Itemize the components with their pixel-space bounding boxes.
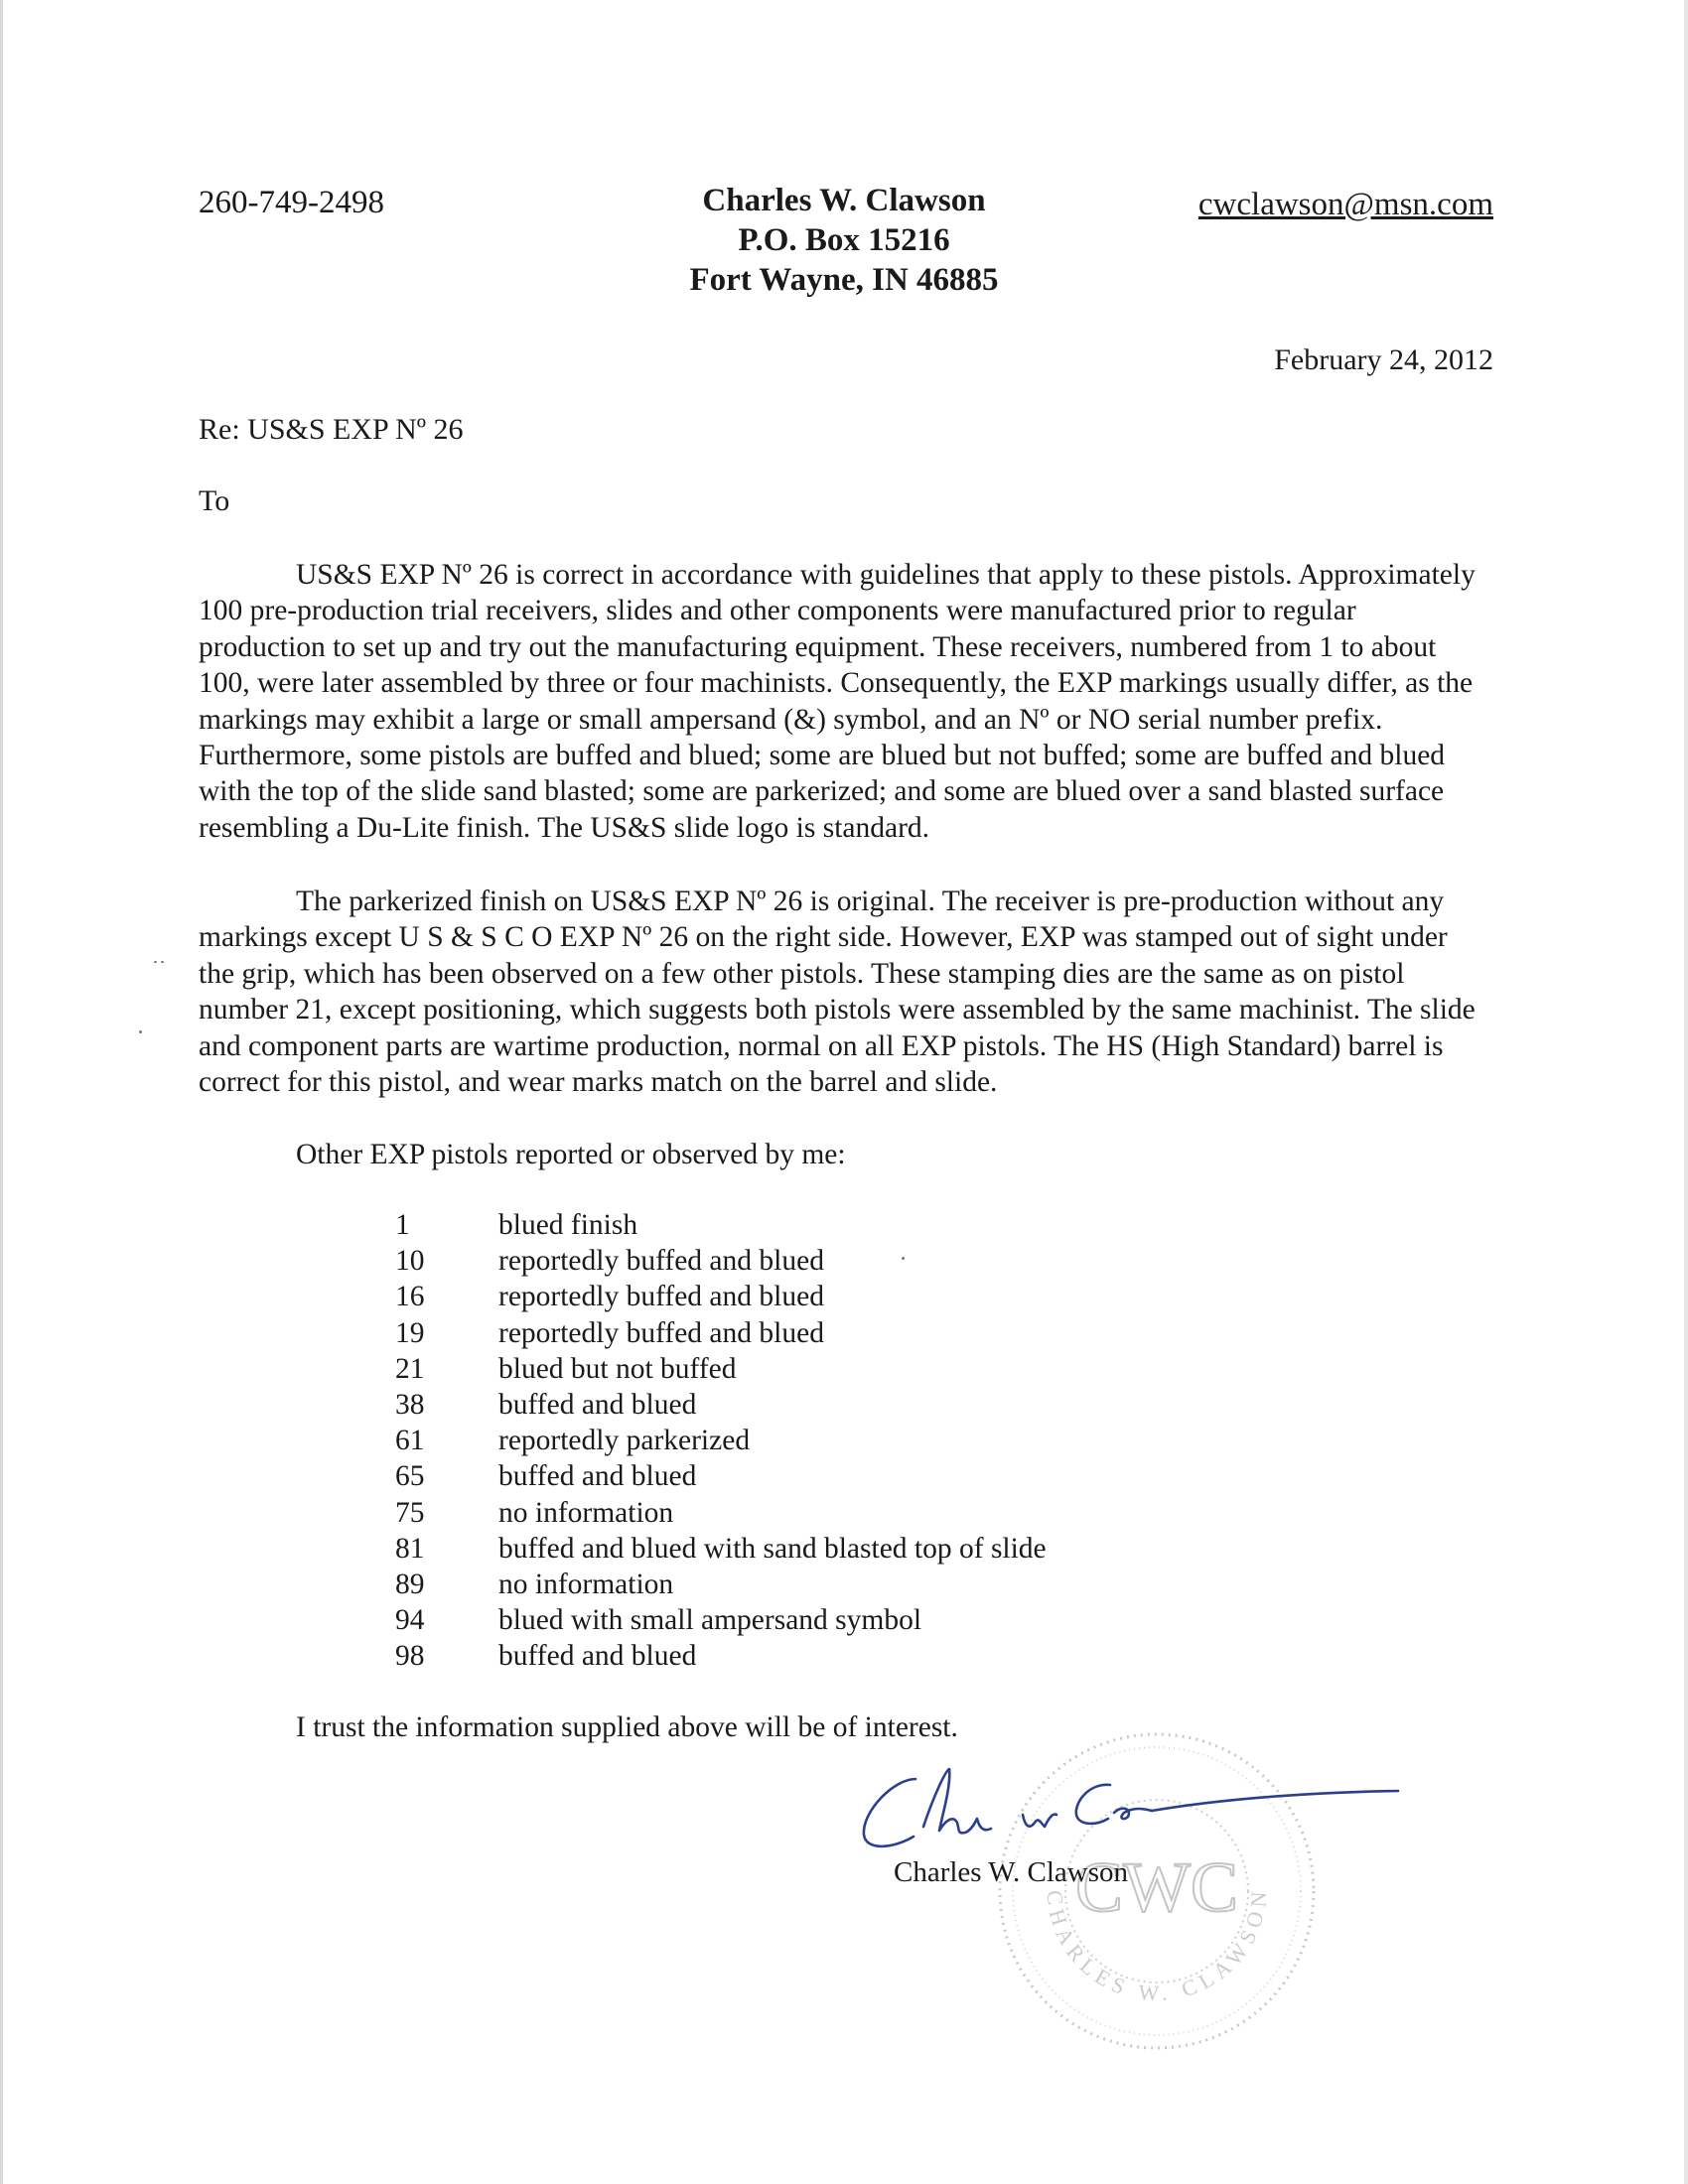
sender-po-box: P.O. Box 15216 [738,222,950,258]
pistol-number: 61 [395,1425,425,1457]
pistol-number: 19 [395,1316,425,1349]
pistol-description: buffed and blued with sand blasted top of slide [498,1532,1047,1565]
scan-speck [161,961,164,963]
closing-line: I trust the information supplied above will be of interest. [296,1711,958,1743]
pistol-description: blued with small ampersand symbol [498,1604,922,1637]
pistol-number: 38 [395,1388,425,1421]
pistol-list-item [395,1531,1047,1567]
pistol-number: 65 [395,1460,425,1493]
sender-name: Charles W. Clawson [702,183,986,218]
pistol-description: reportedly buffed and blued [498,1281,824,1313]
scan-speck [902,1257,905,1260]
pistol-list-item [395,1423,1047,1458]
pistol-number: 21 [395,1352,425,1385]
pistol-list-item [395,1567,1047,1602]
pistol-list-item [395,1207,1047,1243]
pistol-description: no information [498,1568,674,1600]
pistol-list-item [395,1387,1047,1423]
letterhead [0,177,1688,316]
pistol-description: reportedly buffed and blued [498,1316,824,1349]
pistol-description: buffed and blued [498,1388,697,1421]
pistol-number: 81 [395,1532,425,1565]
scan-edge-right [1684,0,1688,2184]
pistol-list-item [395,1279,1047,1314]
pistol-list-item [395,1495,1047,1531]
pistol-number: 1 [395,1209,410,1241]
signer-name: Charles W. Clawson [894,1856,1129,1888]
phone-number: 260-749-2498 [199,185,384,220]
list-intro: Other EXP pistols reported or observed by me: [296,1139,846,1170]
handwritten-signature [854,1757,1410,1866]
subject-line: Re: US&S EXP Nº 26 [199,413,464,446]
pistol-list-item [395,1638,1047,1674]
pistol-description: buffed and blued [498,1640,697,1673]
email-link[interactable]: cwclawson@msn.com [1197,187,1493,222]
body-paragraph-1: US&S EXP Nº 26 is correct in accordance with guidelines that apply to these pistols. Approximately 100 pre-production trial receivers, slides and other components were manufactured prior to regular production to set up and try out the manufacturing equipment. These receivers, numbered from 1 to about 100, were later assembled by three or four machinists. Consequently, the EXP markings usually differ, as the markings may exhibit a large or small ampersand (&) symbol, and an Nº or NO serial number prefix. Furthermore, some pistols are buffed and blued; some are blued but not buffed; some are buffed and blued with the top of the slide sand blasted; some are parkerized; and some are blued over a sand blasted surface resembling a Du-Lite finish. The US&S slide logo is standard. [199,559,1476,844]
pistol-list-item [395,1351,1047,1387]
body-paragraph-2: The parkerized finish on US&S EXP Nº 26 is original. The receiver is pre-production without any markings except U S & S C O EXP Nº 26 on the right side. However, EXP was stamped out of sight under the grip, which has been observed on a few other pistols. These stamping dies are the same as on pistol number 21, except positioning, which suggests both pistols were assembled by the same machinist. The slide and component parts are wartime production, normal on all EXP pistols. The HS (High Standard) barrel is correct for this pistol, and wear marks match on the barrel and slide. [199,886,1476,1099]
seal-ring-text: CHARLES W. CLAWSON [1042,1884,1272,2006]
seal-monogram: CWC [1074,1847,1239,1927]
salutation: To [199,484,230,517]
pistol-number: 16 [395,1281,425,1313]
pistol-list-item [395,1243,1047,1279]
pistol-number: 98 [395,1640,425,1673]
pistol-number: 94 [395,1604,425,1637]
pistol-list-item [395,1458,1047,1494]
scan-speck [154,961,157,963]
sender-city: Fort Wayne, IN 46885 [689,262,999,298]
pistol-number: 10 [395,1245,425,1278]
pistol-list [395,1207,1047,1674]
pistol-description: blued but not buffed [498,1352,737,1385]
pistol-description: reportedly buffed and blued [498,1245,824,1278]
pistol-list-item [395,1315,1047,1351]
pistol-list-item [395,1602,1047,1638]
letter-date: February 24, 2012 [1274,343,1493,376]
pistol-description: blued finish [498,1209,638,1241]
pistol-description: buffed and blued [498,1460,697,1493]
sender-address [596,181,1092,300]
scan-edge-left [0,0,3,2184]
scan-speck [139,1030,142,1033]
pistol-number: 89 [395,1568,425,1600]
pistol-description: no information [498,1496,674,1529]
pistol-number: 75 [395,1496,425,1529]
pistol-description: reportedly parkerized [498,1425,751,1457]
